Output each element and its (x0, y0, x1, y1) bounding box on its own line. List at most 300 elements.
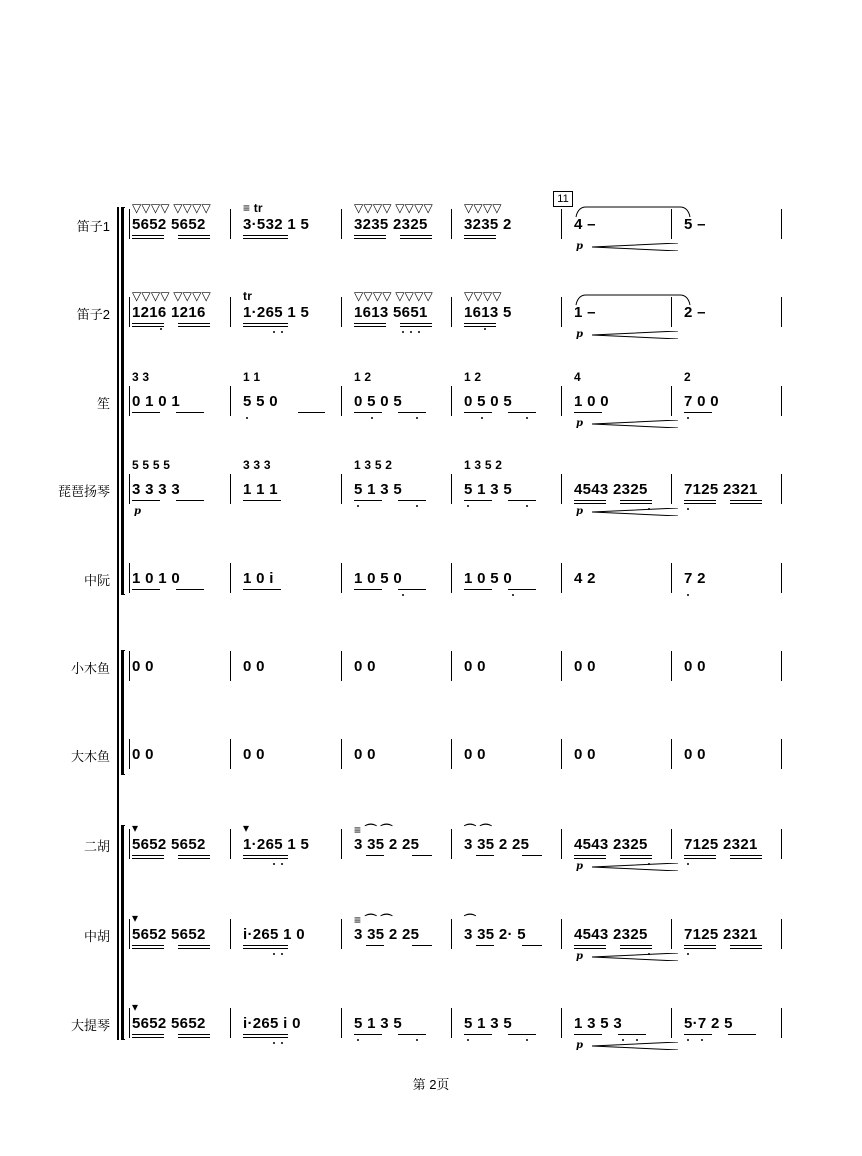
instrument-label: 琵琶扬琴 (57, 484, 110, 499)
note-group: 1 – (574, 304, 596, 321)
octave-dot (160, 328, 162, 330)
note-group: 0 0 (132, 658, 154, 675)
underline-beam (400, 235, 432, 236)
note-group: 0 0 (132, 746, 154, 763)
note-group: 3235 2325 (354, 216, 428, 233)
octave-dot (357, 505, 359, 507)
upper-notation: 3 3 3 (243, 458, 271, 472)
octave-dot (467, 505, 469, 507)
note-group: 0 0 (684, 658, 706, 675)
upper-notation: 1 2 (464, 370, 482, 384)
underline-beam (684, 1034, 712, 1035)
instrument-label: 大提琴 (70, 1018, 110, 1033)
barline-start (129, 474, 130, 504)
instrument-label: 中阮 (83, 573, 110, 588)
upper-notation: 1 3 5 2 (464, 458, 503, 472)
measure (574, 923, 674, 963)
note-group: 5652 5652 (132, 216, 206, 233)
instrument-label: 大木鱼 (70, 749, 110, 764)
underline-beam (684, 500, 716, 501)
note-group: 0 0 (684, 746, 706, 763)
note-group: 0 0 (574, 746, 596, 763)
note-group: 5 1 3 5 (464, 1015, 512, 1032)
measure (354, 823, 454, 873)
underline-beam (398, 500, 426, 501)
upper-notation: ⌒ (464, 913, 477, 927)
measure (243, 289, 343, 341)
underline-beam (243, 945, 288, 946)
underline-beam (574, 945, 606, 946)
underline-beam (298, 412, 325, 413)
dynamic-p: p (134, 506, 141, 517)
underline-beam (178, 945, 210, 946)
measure (684, 301, 784, 341)
note-group: 7 2 (684, 570, 706, 587)
underline-beam (574, 858, 606, 859)
underline-beam (354, 323, 386, 324)
measure (464, 913, 564, 963)
crescendo-hairpin (592, 508, 678, 516)
underline-beam (730, 945, 762, 946)
tie-arc (574, 293, 694, 307)
octave-dot (687, 953, 689, 955)
measure (132, 567, 232, 607)
crescendo-hairpin (592, 953, 678, 961)
underline-beam (243, 855, 288, 856)
underline-beam (243, 948, 288, 949)
note-group: 0 0 (243, 746, 265, 763)
underline-beam (132, 500, 160, 501)
note-group: 1·265 1 5 (243, 304, 310, 321)
barline-start (129, 563, 130, 593)
note-group: 5652 5652 (132, 1015, 206, 1032)
note-group: 4543 2325 (574, 926, 648, 943)
octave-dot (281, 863, 283, 865)
octave-dot (416, 1039, 418, 1041)
underline-beam (730, 948, 762, 949)
underline-beam (354, 1034, 382, 1035)
crescendo-hairpin (592, 243, 678, 251)
note-group: 5 1 3 5 (354, 481, 402, 498)
underline-beam (400, 326, 432, 327)
upper-notation: ▽▽▽▽ (464, 289, 502, 303)
upper-notation: 1 3 5 2 (354, 458, 393, 472)
underline-beam (243, 1037, 288, 1038)
underline-beam (730, 503, 762, 504)
measure (354, 458, 454, 518)
instrument-label: 小木鱼 (70, 661, 110, 676)
measure (132, 1000, 232, 1052)
note-group: 0 5 0 5 (464, 393, 512, 410)
octave-dot (246, 417, 248, 419)
note-group: 0 0 (464, 746, 486, 763)
underline-beam (132, 326, 164, 327)
underline-beam (464, 235, 496, 236)
upper-notation: ▽▽▽▽ ▽▽▽▽ (132, 289, 211, 303)
underline-beam (522, 945, 542, 946)
underline-beam (398, 589, 426, 590)
measure (464, 823, 564, 873)
underline-beam (684, 412, 712, 413)
measure (132, 201, 232, 253)
octave-dot (526, 505, 528, 507)
note-group: 5·7 2 5 (684, 1015, 733, 1032)
underline-beam (354, 326, 386, 327)
octave-dot (418, 331, 420, 333)
note-group: 0 1 0 1 (132, 393, 180, 410)
measure (464, 370, 564, 430)
underline-beam (178, 858, 210, 859)
octave-dot (273, 1042, 275, 1044)
underline-beam (178, 235, 210, 236)
measure (243, 655, 343, 695)
underline-beam (730, 500, 762, 501)
note-group: 7 0 0 (684, 393, 719, 410)
upper-notation: ≡ ⌒ ⌒ (354, 913, 393, 927)
measure (684, 370, 784, 430)
octave-dot (416, 505, 418, 507)
underline-beam (366, 945, 384, 946)
note-group: 3 35 2 25 (354, 926, 420, 943)
measure (243, 1012, 343, 1052)
note-group: 4 – (574, 216, 596, 233)
barline-start (129, 739, 130, 769)
measure (684, 833, 784, 873)
underline-beam (398, 412, 426, 413)
octave-dot (273, 863, 275, 865)
note-group: 1 0 5 0 (464, 570, 512, 587)
note-group: 3235 2 (464, 216, 512, 233)
crescendo-hairpin (592, 331, 678, 339)
octave-dot (687, 1039, 689, 1041)
measure (354, 913, 454, 963)
octave-dot (273, 331, 275, 333)
measure (684, 655, 784, 695)
measure (684, 213, 784, 253)
octave-dot (410, 331, 412, 333)
instrument-label: 笛子2 (76, 307, 110, 322)
octave-dot (273, 953, 275, 955)
octave-dot (512, 594, 514, 596)
note-group: 4543 2325 (574, 481, 648, 498)
upper-notation: ▽▽▽▽ ▽▽▽▽ (354, 289, 433, 303)
underline-beam (464, 500, 492, 501)
underline-beam (132, 1037, 164, 1038)
underline-beam (400, 323, 432, 324)
note-group: 5 – (684, 216, 706, 233)
note-group: 3 3 3 3 (132, 481, 180, 498)
octave-dot (281, 953, 283, 955)
note-group: 3 35 2 25 (464, 836, 530, 853)
measure (132, 743, 232, 783)
octave-dot (357, 1039, 359, 1041)
measure (574, 301, 674, 341)
barline-start (129, 919, 130, 949)
note-group: 0 0 (243, 658, 265, 675)
underline-beam (132, 855, 164, 856)
underline-beam (728, 1034, 756, 1035)
upper-notation: 3 3 (132, 370, 150, 384)
note-group: 7125 2321 (684, 836, 758, 853)
underline-beam (132, 238, 164, 239)
upper-notation: ▽▽▽▽ ▽▽▽▽ (354, 201, 433, 215)
underline-beam (398, 1034, 426, 1035)
measure (243, 370, 343, 430)
octave-dot (402, 594, 404, 596)
underline-beam (464, 326, 496, 327)
note-group: 0 5 0 5 (354, 393, 402, 410)
octave-dot (484, 328, 486, 330)
measure (132, 821, 232, 873)
measure (243, 743, 343, 783)
octave-dot (371, 417, 373, 419)
measure (684, 567, 784, 607)
underline-beam (574, 412, 602, 413)
underline-beam (243, 235, 288, 236)
note-group: i·265 i 0 (243, 1015, 301, 1032)
upper-notation: ≡ tr (243, 201, 263, 215)
dynamic-p: p (576, 506, 583, 517)
measure (132, 911, 232, 963)
measure (132, 289, 232, 341)
note-group: 3·532 1 5 (243, 216, 310, 233)
underline-beam (178, 1034, 210, 1035)
note-group: 1613 5651 (354, 304, 428, 321)
note-group: 0 0 (574, 658, 596, 675)
underline-beam (354, 589, 382, 590)
underline-beam (730, 855, 762, 856)
underline-beam (620, 858, 652, 859)
underline-beam (684, 858, 716, 859)
instrument-label: 笛子1 (76, 219, 110, 234)
dynamic-p: p (576, 951, 583, 962)
upper-notation: 5 5 5 5 (132, 458, 171, 472)
barline-start (129, 651, 130, 681)
underline-beam (132, 858, 164, 859)
underline-beam (176, 589, 204, 590)
measure (243, 923, 343, 963)
underline-beam (132, 948, 164, 949)
underline-beam (508, 412, 536, 413)
upper-notation: ▾ (243, 821, 250, 835)
upper-notation: ▾ (132, 821, 139, 835)
underline-beam (730, 858, 762, 859)
octave-dot (281, 1042, 283, 1044)
note-group: 0 0 (354, 658, 376, 675)
note-group: 1 1 1 (243, 481, 278, 498)
upper-notation: ⌒ ⌒ (464, 823, 492, 837)
underline-beam (508, 589, 536, 590)
measure (574, 478, 674, 518)
octave-dot (402, 331, 404, 333)
note-group: 5 1 3 5 (464, 481, 512, 498)
underline-beam (354, 412, 382, 413)
measure (354, 289, 454, 341)
octave-dot (687, 863, 689, 865)
upper-notation: 2 (684, 370, 691, 384)
underline-beam (684, 503, 716, 504)
underline-beam (243, 326, 288, 327)
measure (464, 289, 564, 341)
measure (464, 743, 564, 783)
measure (354, 1012, 454, 1052)
measure (132, 458, 232, 518)
dynamic-p: p (576, 329, 583, 340)
note-group: 1216 1216 (132, 304, 206, 321)
underline-beam (243, 589, 281, 590)
note-group: 0 0 (464, 658, 486, 675)
measure (574, 655, 674, 695)
upper-notation: 1 2 (354, 370, 372, 384)
instrument-label: 中胡 (83, 929, 110, 944)
underline-beam (178, 1037, 210, 1038)
measure (574, 213, 674, 253)
measure (354, 370, 454, 430)
measure (684, 743, 784, 783)
note-group: 7125 2321 (684, 481, 758, 498)
note-group: 0 0 (354, 746, 376, 763)
measure (684, 478, 784, 518)
note-group: 5652 5652 (132, 836, 206, 853)
measure (243, 821, 343, 873)
dynamic-p: p (576, 241, 583, 252)
note-group: 1 0 5 0 (354, 570, 402, 587)
tie-arc (574, 205, 694, 219)
crescendo-hairpin (592, 863, 678, 871)
underline-beam (620, 500, 652, 501)
underline-beam (412, 945, 432, 946)
underline-beam (178, 238, 210, 239)
underline-beam (243, 858, 288, 859)
barline-start (129, 209, 130, 239)
underline-beam (132, 945, 164, 946)
underline-beam (574, 503, 606, 504)
upper-notation: ▽▽▽▽ (464, 201, 502, 215)
underline-beam (354, 235, 386, 236)
note-group: 1·265 1 5 (243, 836, 310, 853)
underline-beam (243, 500, 281, 501)
dynamic-p: p (576, 861, 583, 872)
rehearsal-mark: 11 (553, 191, 573, 207)
note-group: 5 1 3 5 (354, 1015, 402, 1032)
page-number: 第 2页 (412, 1077, 450, 1092)
underline-beam (178, 323, 210, 324)
measure (574, 567, 674, 607)
underline-beam (618, 1034, 646, 1035)
system-bracket (117, 207, 119, 1040)
upper-notation: tr (243, 289, 253, 303)
instrument-label: 笙 (96, 396, 110, 411)
underline-beam (176, 412, 204, 413)
barline-start (129, 1008, 130, 1038)
measure (354, 567, 454, 607)
measure (132, 655, 232, 695)
barline-start (129, 297, 130, 327)
crescendo-hairpin (592, 420, 678, 428)
underline-beam (464, 1034, 492, 1035)
underline-beam (508, 500, 536, 501)
measure (354, 743, 454, 783)
octave-dot (281, 331, 283, 333)
underline-beam (574, 948, 606, 949)
upper-notation: 4 (574, 370, 581, 384)
underline-beam (412, 855, 432, 856)
underline-beam (574, 855, 606, 856)
measure (354, 655, 454, 695)
underline-beam (176, 500, 204, 501)
measure (574, 743, 674, 783)
measure (574, 370, 674, 430)
underline-beam (178, 948, 210, 949)
underline-beam (476, 855, 494, 856)
note-group: 7125 2321 (684, 926, 758, 943)
group-bracket-2 (121, 650, 125, 775)
underline-beam (620, 503, 652, 504)
measure (132, 370, 232, 430)
underline-beam (132, 323, 164, 324)
underline-beam (574, 1034, 602, 1035)
underline-beam (464, 323, 496, 324)
measure (684, 923, 784, 963)
dynamic-p: p (576, 418, 583, 429)
note-group: 1 0 1 0 (132, 570, 180, 587)
measure (464, 655, 564, 695)
underline-beam (243, 323, 288, 324)
measure (574, 833, 674, 873)
measure (684, 1012, 784, 1052)
measure (464, 1012, 564, 1052)
upper-notation: ▾ (132, 911, 139, 925)
underline-beam (574, 500, 606, 501)
underline-beam (508, 1034, 536, 1035)
crescendo-hairpin (592, 1042, 678, 1050)
note-group: 3 35 2 25 (354, 836, 420, 853)
note-group: 4 2 (574, 570, 596, 587)
measure (243, 458, 343, 518)
upper-notation: ≡ ⌒ ⌒ (354, 823, 393, 837)
underline-beam (132, 412, 160, 413)
upper-notation: ▽▽▽▽ ▽▽▽▽ (132, 201, 211, 215)
dynamic-p: p (576, 1040, 583, 1051)
upper-notation: ▾ (132, 1000, 139, 1014)
measure (574, 1012, 674, 1052)
octave-dot (481, 417, 483, 419)
group-bracket-3 (121, 825, 125, 1040)
underline-beam (620, 945, 652, 946)
underline-beam (464, 589, 492, 590)
underline-beam (354, 500, 382, 501)
octave-dot (687, 417, 689, 419)
measure (464, 567, 564, 607)
note-group: 1 3 5 3 (574, 1015, 622, 1032)
measure (243, 201, 343, 253)
underline-beam (684, 948, 716, 949)
underline-beam (476, 945, 494, 946)
instrument-label: 二胡 (83, 839, 110, 854)
note-group: 2 – (684, 304, 706, 321)
measure (354, 201, 454, 253)
underline-beam (132, 235, 164, 236)
measure (464, 201, 564, 253)
octave-dot (467, 1039, 469, 1041)
underline-beam (354, 238, 386, 239)
underline-beam (243, 238, 288, 239)
octave-dot (687, 508, 689, 510)
octave-dot (687, 594, 689, 596)
barline-start (129, 386, 130, 416)
underline-beam (620, 948, 652, 949)
underline-beam (464, 238, 496, 239)
